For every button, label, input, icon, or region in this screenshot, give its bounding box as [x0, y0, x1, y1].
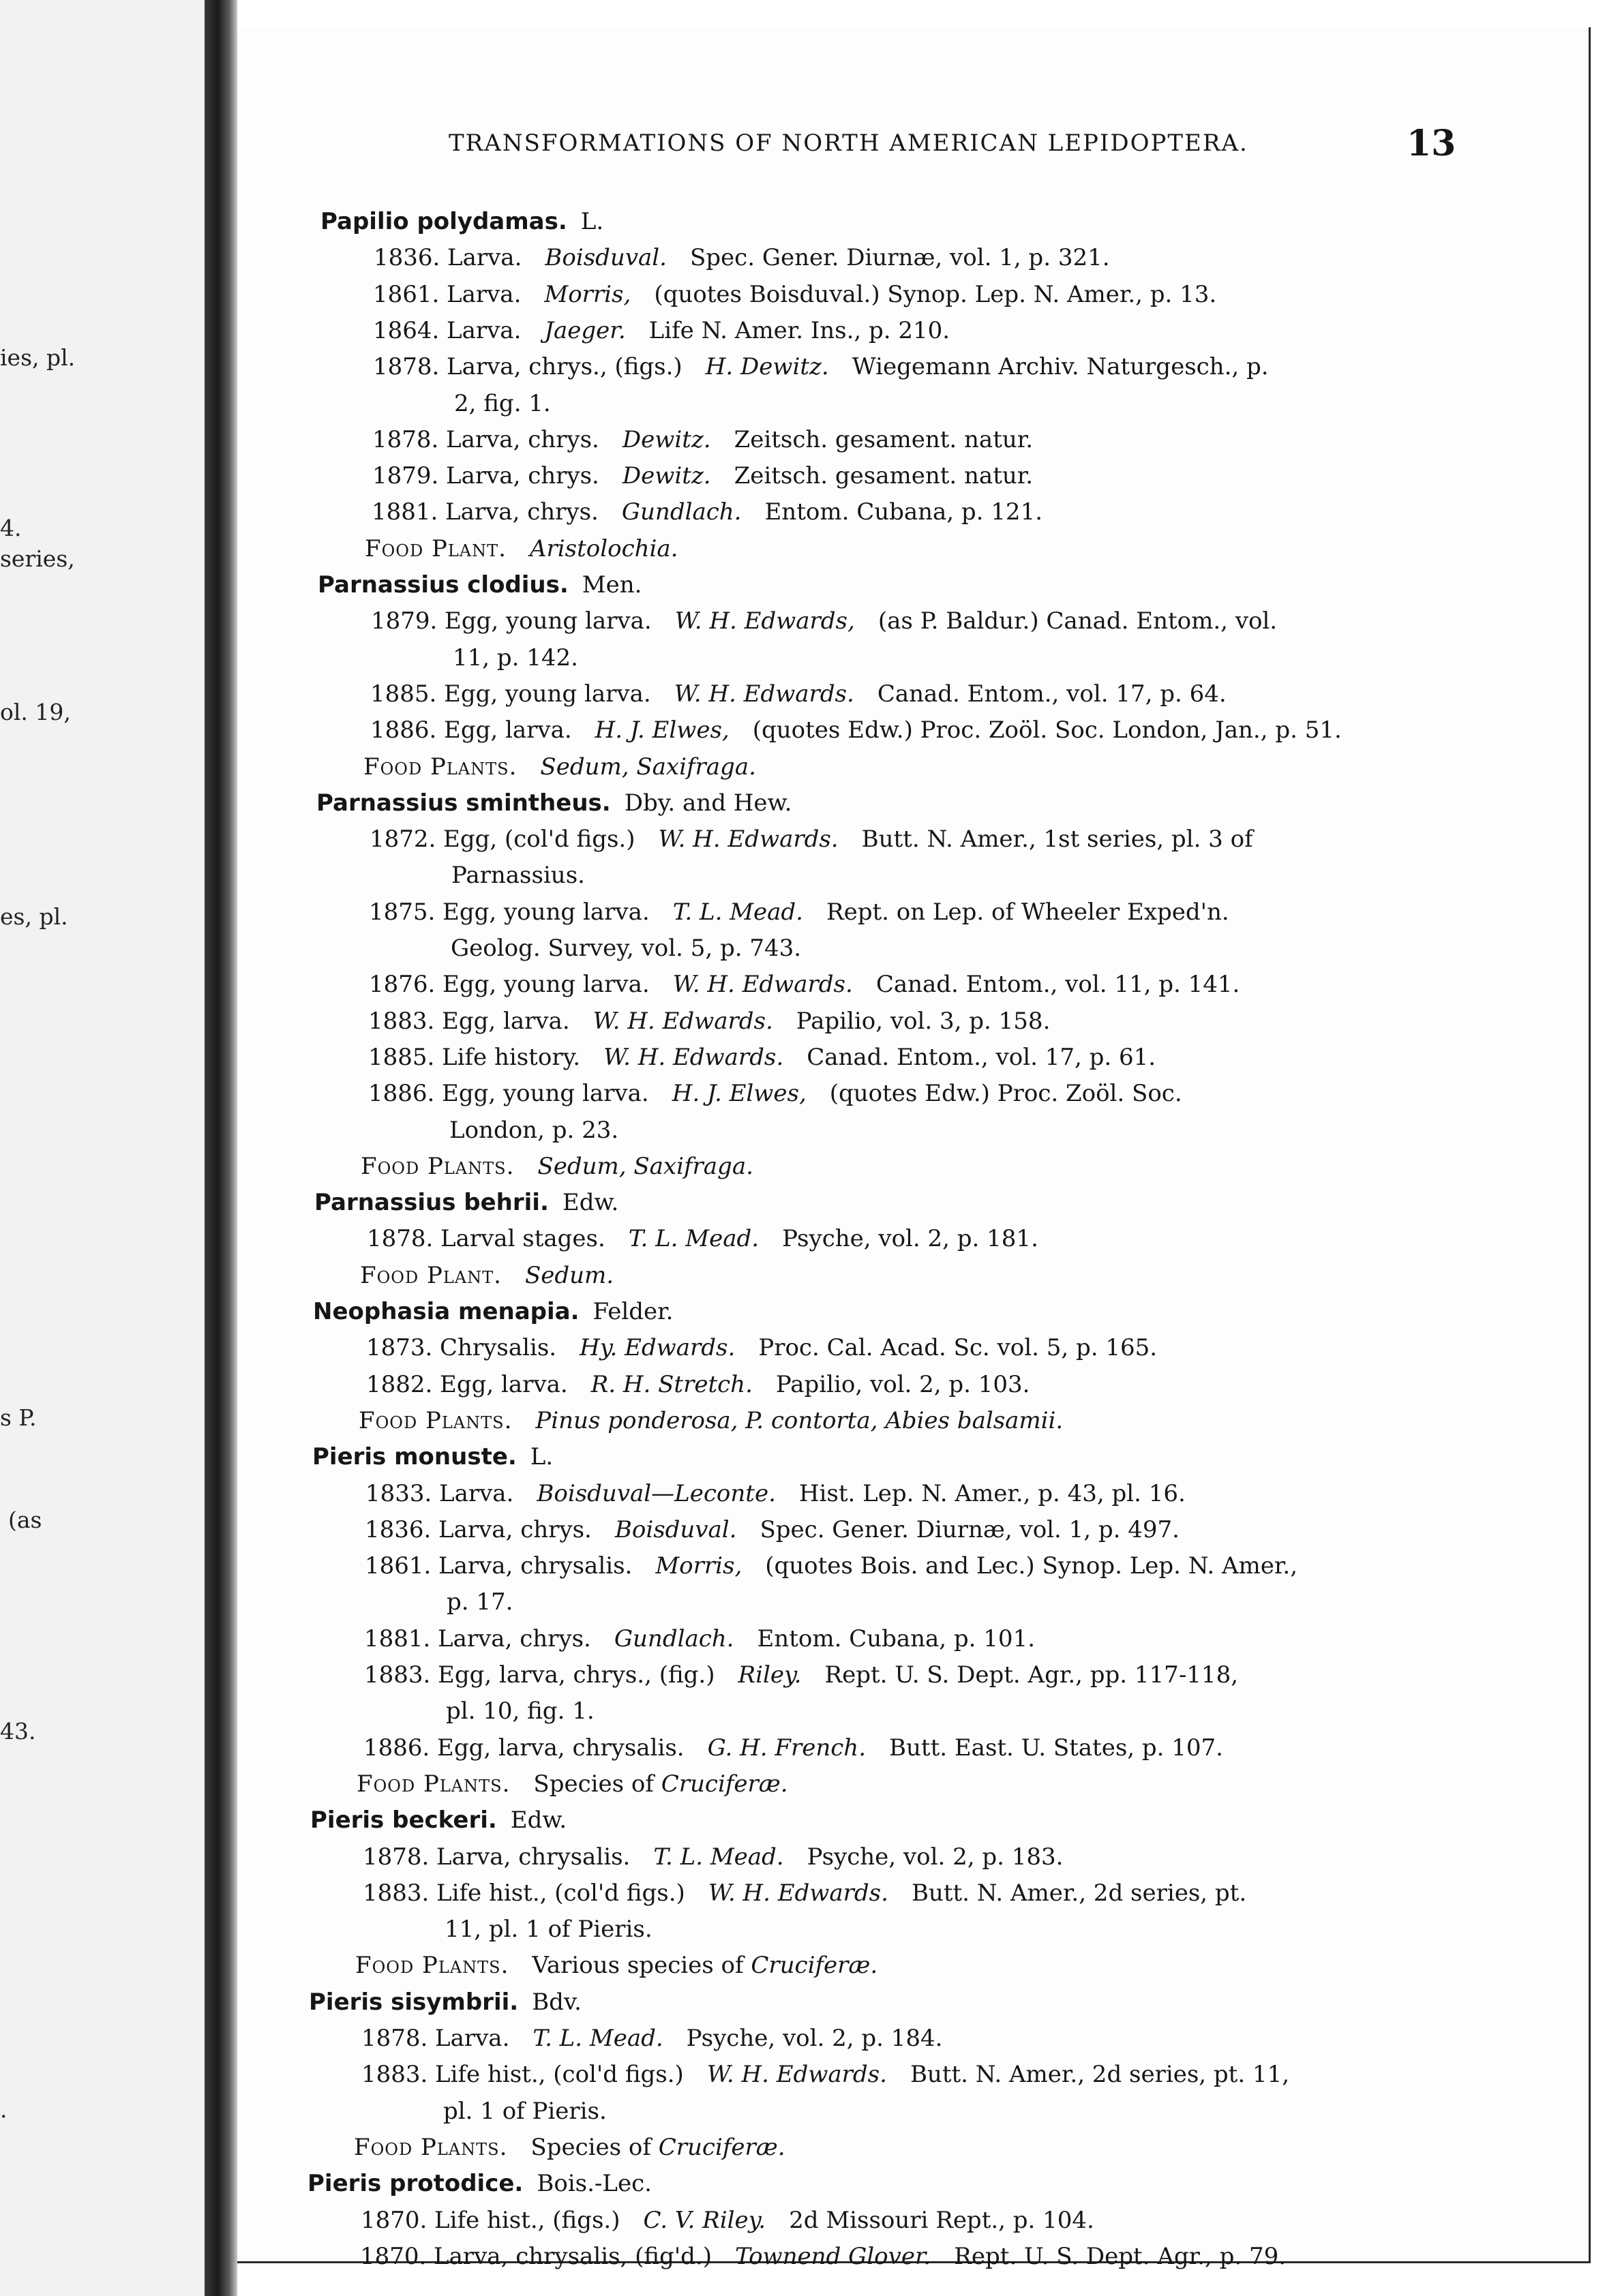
- reference-author: Gundlach.: [614, 1625, 734, 1652]
- reference-year: 1881.: [372, 498, 438, 526]
- reference-stage: Larva, chrys.: [446, 462, 599, 489]
- book-page: [237, 27, 1591, 2270]
- facing-page-fragment: es, pl.: [0, 903, 68, 930]
- reference-author: T. L. Mead.: [628, 1225, 760, 1252]
- book-gutter: [205, 0, 237, 2296]
- reference-line: [361, 2063, 1289, 2086]
- reference-year: 1878.: [372, 426, 439, 453]
- reference-line: [373, 319, 950, 342]
- reference-stage: Larva, chrys.: [438, 1625, 591, 1652]
- species-heading: [316, 791, 792, 815]
- reference-year: 1886.: [368, 1080, 435, 1107]
- reference-year: 1870.: [360, 2243, 427, 2270]
- reference-line: [370, 716, 1342, 744]
- food-plants-names: Sedum.: [524, 1262, 614, 1289]
- reference-line: [365, 1552, 1298, 1580]
- species-heading: [320, 210, 603, 233]
- reference-line: [363, 1734, 1223, 1762]
- reference-stage: Egg, larva, chrys., (fig.): [438, 1661, 715, 1689]
- reference-author: Boisduval.: [545, 244, 667, 271]
- reference-stage: Larva, chrysalis.: [436, 1843, 631, 1871]
- reference-stage: Life hist., (col'd figs.): [436, 1879, 685, 1907]
- reference-stage: Larva.: [435, 2025, 510, 2052]
- reference-stage: Larva, chrysalis.: [438, 1552, 633, 1580]
- facing-page-fragment: s P.: [0, 1404, 37, 1431]
- reference-author: T. L. Mead.: [653, 1843, 784, 1871]
- reference-citation: Canad. Entom., vol. 11, p. 141.: [875, 971, 1240, 998]
- reference-citation: Entom. Cubana, p. 101.: [757, 1625, 1036, 1652]
- reference-year: 1878.: [373, 353, 440, 380]
- food-plants-names: Cruciferæ.: [751, 1952, 878, 1979]
- reference-citation: Canad. Entom., vol. 17, p. 61.: [807, 1044, 1156, 1071]
- reference-stage: Egg, larva.: [440, 1371, 568, 1398]
- reference-line: [365, 1518, 1180, 1541]
- reference-line: [368, 1010, 1050, 1033]
- reference-stage: Larva, chrysalis, (fig'd.): [434, 2243, 712, 2270]
- reference-year: 1885.: [370, 680, 437, 708]
- species-authority: Edw.: [510, 1807, 567, 1834]
- food-plants-label: Food Plants.: [354, 2134, 508, 2161]
- reference-year: 1879.: [371, 607, 438, 635]
- reference-year: 1870.: [361, 2207, 427, 2234]
- species-authority: Dby. and Hew.: [624, 789, 792, 817]
- reference-citation: Butt. N. Amer., 2d series, pt.: [911, 1879, 1247, 1907]
- food-plants-names: Pinus ponderosa, P. contorta, Abies balsamii.: [535, 1407, 1064, 1434]
- reference-author: W. H. Edwards.: [603, 1044, 784, 1071]
- reference-continuation: Geolog. Survey, vol. 5, p. 743.: [451, 935, 802, 962]
- species-name: Pieris beckeri.: [310, 1807, 497, 1834]
- species-name: Neophasia menapia.: [313, 1298, 580, 1325]
- reference-year: 1864.: [373, 317, 440, 344]
- reference-stage: Egg, larva.: [442, 1008, 570, 1035]
- reference-author: W. H. Edwards.: [674, 680, 854, 708]
- reference-citation: (as P. Baldur.) Canad. Entom., vol.: [877, 607, 1278, 635]
- reference-citation: Canad. Entom., vol. 17, p. 64.: [877, 680, 1227, 708]
- reference-line: [368, 1046, 1156, 1069]
- reference-author: W. H. Edwards.: [672, 971, 853, 998]
- reference-year: 1873.: [366, 1334, 433, 1361]
- reference-line: [374, 246, 1110, 269]
- reference-stage: Life hist., (col'd figs.): [435, 2061, 684, 2088]
- food-plants-label: Food Plants.: [361, 1153, 515, 1180]
- reference-line: [364, 1627, 1035, 1650]
- reference-citation: Rept. U. S. Dept. Agr., pp. 117-118,: [824, 1661, 1239, 1689]
- species-name: Papilio polydamas.: [320, 208, 567, 235]
- species-heading: [313, 1300, 673, 1323]
- species-authority: Men.: [582, 571, 642, 599]
- reference-author: W. H. Edwards.: [708, 1879, 888, 1907]
- reference-continuation: London, p. 23.: [449, 1117, 619, 1144]
- reference-stage: Larva.: [439, 1480, 514, 1507]
- species-heading: [312, 1445, 553, 1468]
- reference-year: 1886.: [370, 716, 437, 744]
- reference-citation: Papilio, vol. 2, p. 103.: [775, 1371, 1030, 1398]
- reference-line: [371, 609, 1277, 633]
- running-title: TRANSFORMATIONS OF NORTH AMERICAN LEPIDOPTERA.: [449, 130, 1248, 157]
- species-name: Pieris sisymbrii.: [309, 1989, 519, 2016]
- reference-author: Dewitz.: [622, 462, 711, 489]
- reference-citation: Psyche, vol. 2, p. 183.: [807, 1843, 1064, 1871]
- facing-page-fragment: (as: [8, 1507, 42, 1533]
- reference-year: 1878.: [367, 1225, 434, 1252]
- reference-citation: Spec. Gener. Diurnæ, vol. 1, p. 321.: [690, 244, 1110, 271]
- reference-year: 1883.: [368, 1008, 435, 1035]
- reference-year: 1861.: [373, 281, 440, 308]
- reference-author: R. H. Stretch.: [590, 1371, 753, 1398]
- reference-line: [373, 283, 1216, 306]
- facing-page-fragment: 43.: [0, 1718, 36, 1744]
- food-plants-label: Food Plants.: [363, 753, 518, 781]
- reference-stage: Larva, chrys.: [446, 426, 599, 453]
- reference-citation: Psyche, vol. 2, p. 181.: [782, 1225, 1038, 1252]
- food-plants-names: Sedum, Saxifraga.: [540, 753, 756, 781]
- page-number: 13: [1407, 123, 1456, 164]
- reference-stage: Egg, larva, chrysalis.: [437, 1734, 685, 1762]
- food-plants-line: [365, 537, 678, 560]
- reference-citation: Spec. Gener. Diurnæ, vol. 1, p. 497.: [760, 1516, 1180, 1543]
- reference-continuation: pl. 10, fig. 1.: [446, 1697, 595, 1725]
- food-plants-prefix: Various species of: [532, 1952, 744, 1979]
- food-plants-names: Cruciferæ.: [658, 2134, 785, 2161]
- species-heading: [308, 2172, 652, 2195]
- species-name: Pieris monuste.: [312, 1443, 517, 1470]
- species-heading: [318, 571, 642, 599]
- reference-line: [370, 828, 1253, 851]
- reference-year: 1861.: [365, 1552, 432, 1580]
- reference-author: H. J. Elwes,: [595, 716, 730, 744]
- reference-author: W. H. Edwards.: [706, 2061, 887, 2088]
- reference-stage: Larva, chrys., (figs.): [447, 353, 682, 380]
- reference-citation: (quotes Edw.) Proc. Zoöl. Soc. London, Jan., p. 51.: [752, 716, 1342, 744]
- reference-year: 1836.: [374, 244, 440, 271]
- reference-line: [367, 1227, 1038, 1250]
- reference-citation: Rept. U. S. Dept. Agr., p. 79.: [954, 2243, 1287, 2270]
- reference-line: [372, 464, 1033, 487]
- reference-stage: Egg, young larva.: [444, 680, 651, 708]
- food-plants-prefix: Species of: [533, 1770, 654, 1798]
- food-plants-label: Food Plant.: [360, 1262, 502, 1289]
- reference-author: T. L. Mead.: [672, 898, 803, 926]
- reference-line: [364, 1663, 1238, 1687]
- species-heading: [309, 1991, 582, 2014]
- reference-stage: Egg, (col'd figs.): [443, 826, 635, 853]
- reference-line: [366, 1373, 1030, 1396]
- reference-stage: Egg, young larva.: [442, 971, 650, 998]
- species-name: Parnassius behrii.: [314, 1189, 549, 1216]
- reference-year: 1883.: [361, 2061, 428, 2088]
- reference-line: [366, 1336, 1157, 1359]
- food-plants-names: Cruciferæ.: [661, 1770, 788, 1798]
- food-plants-line: [360, 1264, 614, 1287]
- reference-line: [365, 1482, 1186, 1505]
- reference-stage: Life hist., (figs.): [434, 2207, 620, 2234]
- reference-year: 1833.: [365, 1480, 432, 1507]
- reference-citation: Zeitsch. gesament. natur.: [734, 426, 1034, 453]
- food-plants-line: [359, 1409, 1063, 1432]
- reference-citation: (quotes Bois. and Lec.) Synop. Lep. N. Amer.,: [765, 1552, 1298, 1580]
- reference-author: Boisduval.: [614, 1516, 737, 1543]
- reference-line: [368, 1082, 1182, 1105]
- reference-year: 1876.: [369, 971, 436, 998]
- species-heading: [310, 1809, 567, 1832]
- reference-stage: Larva, chrys.: [438, 1516, 592, 1543]
- reference-stage: Larva.: [447, 244, 522, 271]
- species-authority: L.: [580, 208, 604, 235]
- food-plants-line: [363, 755, 756, 779]
- reference-citation: Papilio, vol. 3, p. 158.: [796, 1008, 1051, 1035]
- facing-page-fragment: .: [0, 2096, 7, 2123]
- reference-stage: Larva.: [447, 317, 522, 344]
- reference-citation: (quotes Boisduval.) Synop. Lep. N. Amer., p. 13.: [654, 281, 1217, 308]
- food-plants-label: Food Plants.: [355, 1952, 509, 1979]
- reference-year: 1879.: [372, 462, 439, 489]
- reference-line: [363, 1845, 1063, 1869]
- reference-year: 1883.: [364, 1661, 431, 1689]
- species-name: Parnassius clodius.: [318, 571, 569, 599]
- reference-citation: Rept. on Lep. of Wheeler Exped'n.: [826, 898, 1229, 926]
- reference-citation: Hist. Lep. N. Amer., p. 43, pl. 16.: [798, 1480, 1186, 1507]
- reference-line: [360, 2245, 1286, 2268]
- reference-author: G. H. French.: [707, 1734, 867, 1762]
- reference-citation: Wiegemann Archiv. Naturgesch., p.: [852, 353, 1269, 380]
- reference-citation: Proc. Cal. Acad. Sc. vol. 5, p. 165.: [758, 1334, 1158, 1361]
- reference-author: C. V. Riley.: [643, 2207, 766, 2234]
- reference-author: H. Dewitz.: [705, 353, 829, 380]
- reference-stage: Egg, young larva.: [442, 898, 650, 926]
- reference-author: Hy. Edwards.: [580, 1334, 736, 1361]
- facing-page-fragment: series,: [0, 545, 75, 572]
- reference-stage: Egg, larva.: [444, 716, 572, 744]
- reference-citation: Butt. N. Amer., 1st series, pl. 3 of: [861, 826, 1253, 853]
- reference-stage: Larva, chrys.: [445, 498, 599, 526]
- reference-line: [369, 898, 1229, 926]
- reference-continuation: pl. 1 of Pieris.: [443, 2098, 607, 2125]
- facing-page-fragment: 4.: [0, 515, 22, 541]
- reference-year: 1872.: [370, 826, 436, 853]
- reference-year: 1882.: [366, 1371, 433, 1398]
- reference-year: 1885.: [368, 1044, 435, 1071]
- reference-author: Jaeger.: [544, 317, 626, 344]
- species-authority: Bois.-Lec.: [537, 2170, 652, 2197]
- species-heading: [314, 1191, 618, 1214]
- reference-citation: Psyche, vol. 2, p. 184.: [686, 2025, 943, 2052]
- entry-list: [237, 27, 1589, 2270]
- facing-page-edge: [0, 0, 205, 2296]
- food-plants-line: [361, 1155, 753, 1178]
- reference-line: [361, 2027, 942, 2050]
- reference-author: Dewitz.: [622, 426, 711, 453]
- food-plants-names: Sedum, Saxifraga.: [537, 1153, 753, 1180]
- food-plants-label: Food Plants.: [359, 1407, 513, 1434]
- reference-author: Boisduval—Leconte.: [537, 1480, 776, 1507]
- reference-continuation: Parnassius.: [451, 862, 585, 889]
- facing-page-fragment: ol. 19,: [0, 699, 71, 725]
- reference-year: 1878.: [363, 1843, 430, 1871]
- reference-author: T. L. Mead.: [532, 2025, 663, 2052]
- reference-line: [369, 973, 1240, 996]
- reference-author: W. H. Edwards,: [674, 607, 855, 635]
- reference-stage: Egg, young larva.: [445, 607, 652, 635]
- reference-continuation: 11, pl. 1 of Pieris.: [445, 1916, 652, 1943]
- reference-year: 1878.: [361, 2025, 428, 2052]
- reference-author: Townend Glover.: [735, 2243, 931, 2270]
- reference-citation: Life N. Amer. Ins., p. 210.: [648, 317, 950, 344]
- reference-author: Morris,: [544, 281, 631, 308]
- reference-stage: Chrysalis.: [440, 1334, 557, 1361]
- reference-year: 1881.: [364, 1625, 431, 1652]
- reference-year: 1875.: [369, 898, 436, 926]
- reference-citation: Butt. N. Amer., 2d series, pt. 11,: [910, 2061, 1290, 2088]
- reference-author: Riley.: [738, 1661, 802, 1689]
- reference-year: 1883.: [363, 1879, 430, 1907]
- reference-line: [372, 500, 1042, 524]
- reference-stage: Egg, young larva.: [442, 1080, 649, 1107]
- food-plants-label: Food Plants.: [357, 1770, 511, 1798]
- species-authority: Edw.: [562, 1189, 619, 1216]
- reference-stage: Larva.: [447, 281, 522, 308]
- reference-author: W. H. Edwards.: [658, 826, 839, 853]
- food-plants-names: Aristolochia.: [529, 535, 678, 562]
- species-name: Pieris protodice.: [308, 2170, 524, 2197]
- reference-line: [363, 1879, 1247, 1907]
- reference-citation: (quotes Edw.) Proc. Zoöl. Soc.: [829, 1080, 1182, 1107]
- species-authority: Bdv.: [532, 1989, 582, 2016]
- reference-line: [361, 2209, 1094, 2232]
- reference-author: Gundlach.: [621, 498, 742, 526]
- species-authority: L.: [530, 1443, 554, 1470]
- reference-author: W. H. Edwards.: [592, 1008, 773, 1035]
- reference-continuation: p. 17.: [447, 1588, 513, 1616]
- food-plants-line: [357, 1772, 788, 1796]
- reference-continuation: 2, fig. 1.: [454, 390, 551, 417]
- reference-citation: Entom. Cubana, p. 121.: [764, 498, 1043, 526]
- species-name: Parnassius smintheus.: [316, 789, 611, 817]
- reference-line: [370, 682, 1227, 706]
- facing-page-fragment: ies, pl.: [0, 344, 76, 371]
- reference-stage: Larval stages.: [440, 1225, 605, 1252]
- reference-author: Morris,: [655, 1552, 742, 1580]
- reference-citation: Zeitsch. gesament. natur.: [734, 462, 1034, 489]
- food-plants-label: Food Plant.: [365, 535, 507, 562]
- reference-author: H. J. Elwes,: [672, 1080, 807, 1107]
- reference-line: [372, 428, 1033, 451]
- reference-year: 1836.: [365, 1516, 432, 1543]
- reference-stage: Life history.: [442, 1044, 581, 1071]
- reference-citation: 2d Missouri Rept., p. 104.: [789, 2207, 1094, 2234]
- food-plants-line: [354, 2136, 785, 2159]
- food-plants-prefix: Species of: [530, 2134, 651, 2161]
- reference-continuation: 11, p. 142.: [453, 644, 578, 671]
- species-authority: Felder.: [592, 1298, 674, 1325]
- reference-citation: Butt. East. U. States, p. 107.: [889, 1734, 1223, 1762]
- reference-year: 1886.: [363, 1734, 430, 1762]
- food-plants-line: [355, 1954, 877, 1977]
- reference-line: [373, 355, 1269, 378]
